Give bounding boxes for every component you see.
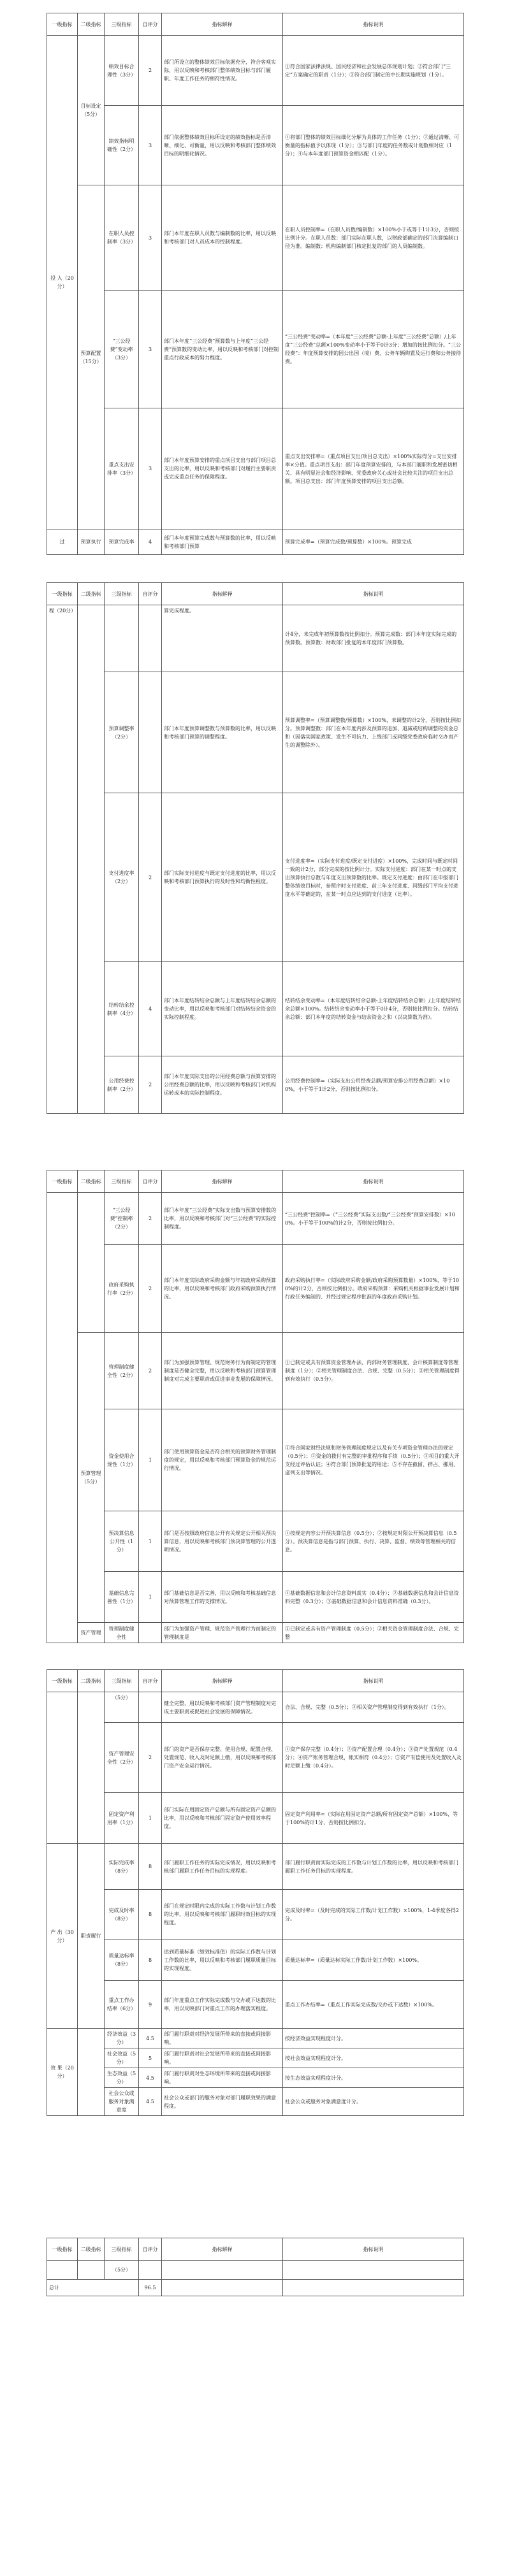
indicator-name: 质量达标率（8分） (105, 1939, 139, 1981)
table-row (47, 605, 464, 672)
indicator-description: 合法、合规、完整（0.5分）；③相关资产管理制度得到有效执行（1分）。 (283, 1692, 464, 1723)
indicator-name: 实际完成率（8分） (105, 1844, 139, 1890)
indicator-explanation: 部门实际在用固定资产总额与所有固定资产总额的比率，用以反映和考核部门固定资产使用效率程度。 (162, 1793, 283, 1844)
header-level2: 二级指标 (78, 2238, 105, 2261)
indicator-name: 重点支出安排率（3分） (105, 408, 139, 529)
indicator-name: 固定资产利用率（1分） (105, 1793, 139, 1844)
indicator-score: 1 (139, 1409, 162, 1511)
indicator-explanation: 部门基础信息是否完善，用以反映和考核基础信息对预算管理工作的支撑情况。 (162, 1572, 283, 1623)
indicator-explanation: 部门本年度结转结余总额与上年度结转结余总额的变动比率，用以反映和考核部门对结转结余资金的实际控制程度。 (162, 962, 283, 1056)
indicator-explanation: 部门使用预算资金是否符合相关的预算财务管理制度的规定，用以反映和考核部门预算资金的规范运行情况。 (162, 1409, 283, 1511)
indicator-explanation: 健全完整，用以反映和考核部门资产管理制度对完成主要职责或促进社会发展的保障情况。 (162, 1692, 283, 1723)
level1-cell: 效 果（20分） (47, 2029, 78, 2116)
indicator-explanation: 部门所设立的整体绩效目标依据充分，符合客观实际，用以反映和考核部门整体绩效目标与部门履职、年度工作任务的相符性情况。 (162, 36, 283, 106)
table-row (47, 529, 464, 555)
table-row (47, 2088, 464, 2116)
indicator-score: 4.5 (139, 2088, 162, 2116)
table-row (47, 962, 464, 1056)
header-description: 指标说明 (283, 1170, 464, 1193)
level1-cell: 投 入（20分） (47, 36, 78, 529)
indicator-score: 8 (139, 1939, 162, 1981)
indicator-score (139, 2261, 162, 2280)
indicator-description: ①符合国家法律法规、国民经济和社会发展总体规划计划；②符合部门“三定”方案确定的职责（1分）；③符合部门制定的中长期实施规划（1分）。 (283, 36, 464, 106)
indicator-name: 完成及时率（8分） (105, 1890, 139, 1939)
header-level2: 二级指标 (78, 1670, 105, 1692)
indicator-score: 9 (139, 1981, 162, 2029)
indicator-description: ①符合国家财经法规和财务管理制度规定以及有关专项资金管理办法的规定（0.5分）；②资金的拨付有完整的审批程序和手续（0.5分）；③项目的重大开支经过评估认证；④符合部门预算批复的用途；⑤不存在截留、挤占、挪用、虚列支出等情况。 (283, 1409, 464, 1511)
level2-cell: 职责履行 (78, 1844, 105, 2029)
indicator-name: （5分） (105, 2261, 139, 2280)
indicator-score: 8 (139, 1890, 162, 1939)
table-header-row (47, 2238, 464, 2261)
header-description: 指标说明 (283, 2238, 464, 2261)
indicator-score: 2 (139, 36, 162, 106)
indicator-description: ①已制定或具有资产管理制度（0.5分）；②相关资金管理制度合法、合规、完整 (283, 1623, 464, 1643)
indicator-description: 在职人员控制率=（在职人员数/编制数）×100%小于或等于1计3分，否则按比例计分。在职人员数：部门实际在职人数，以财政部确定的部门决算编制口径为准。编制数：机构编制部门核定批复的部门的人员编制数。 (283, 185, 464, 291)
header-score: 自评分 (139, 1170, 162, 1193)
table-row (47, 1511, 464, 1572)
indicator-description: ①资产保存完整（0.4分）；②资产配置合理（0.4分）；③资产处置规范（0.4分）；④资产账务管理合规，帐实相符（0.4分）；⑤资产有偿使用及处置收入及时足额上缴（0.4分）。 (283, 1723, 464, 1793)
indicator-name: 重点工作办结率（6分） (105, 1981, 139, 2029)
table-row (47, 1245, 464, 1333)
table-row (47, 793, 464, 962)
indicator-score: 4.5 (139, 2068, 162, 2088)
indicator-name: “三公经费”控制率（2分） (105, 1193, 139, 1245)
indicator-name: 政府采购执行率（2分） (105, 1245, 139, 1333)
indicator-score: 4.5 (139, 2029, 162, 2048)
level1-cell: 程（20分） (47, 605, 78, 1114)
header-level3: 三级指标 (105, 2238, 139, 2261)
header-level1: 一级指标 (47, 2238, 78, 2261)
table-header-row (47, 1170, 464, 1193)
header-score: 自评分 (139, 1670, 162, 1692)
table-row (47, 1793, 464, 1844)
indicator-explanation (162, 2261, 283, 2280)
indicator-explanation: 部门本年度在职人员数与编制数的比率，用以反映和考核部门对人员成本的控制程度。 (162, 185, 283, 291)
level2-cell: 预算配置（15分） (78, 185, 105, 529)
indicator-description: “三公经费”控制率=（“三公经费”实际支出数/“三公经费”预算安排数）×100%。小于等于100%的计2分，否则按比例扣分。 (283, 1193, 464, 1245)
header-level3: 三级指标 (105, 1170, 139, 1193)
indicator-score (139, 1692, 162, 1723)
indicator-description: ①将部门整体的绩效目标细化分解为具体的工作任务（1分）；②通过清晰、可衡量的指标值予以体现（1分）；③与部门年度的任务数或计划数相对应（1分）；④与本年度部门预算资金相匹配（1分）。 (283, 106, 464, 185)
indicator-explanation: 部门本年度预算安排的重点项目支出与部门项目总支出的比率，用以反映和考核部门对履行主要职责或完成重点任务的保障程度。 (162, 408, 283, 529)
indicator-explanation: 社会公众或部门的服务对象对部门履职效果的满意程度。 (162, 2088, 283, 2116)
table-header-row (47, 583, 464, 605)
indicator-name: 社会效益（5分） (105, 2048, 139, 2068)
indicator-name: 资金使用合规性（1分） (105, 1409, 139, 1511)
level1-cell (47, 1193, 78, 1643)
indicator-description: 固定资产利用率=（实际在用固定资产总额/所有固定资产总额）×100%，等于100%的计1分，否则按比例扣分。 (283, 1793, 464, 1844)
table-page-1 (47, 13, 463, 555)
indicator-explanation: 部门本年度实际支出的公用经费总额与预算安排的公用经费总额的比率，用以反映和考核部门对机构运转成本的实际控制程度。 (162, 1056, 283, 1114)
level2-cell (78, 2029, 105, 2116)
indicator-score: 1 (139, 1572, 162, 1623)
indicator-score: 5 (139, 2048, 162, 2068)
table-row (47, 408, 464, 529)
table-row (47, 1890, 464, 1939)
level2-cell (78, 2261, 105, 2280)
indicator-explanation: 部门实际支付进度与既定支付进度的比率，用以反映和考核部门预算执行的及时性和均衡性程度。 (162, 793, 283, 962)
indicator-name: 基础信息完善性（1分） (105, 1572, 139, 1623)
indicator-score: 1 (139, 1511, 162, 1572)
header-level3: 三级指标 (105, 1670, 139, 1692)
header-level1: 一级指标 (47, 583, 78, 605)
header-score: 自评分 (139, 13, 162, 36)
header-score: 自评分 (139, 583, 162, 605)
header-score: 自评分 (139, 2238, 162, 2261)
indicator-score (139, 672, 162, 793)
indicator-score: 3 (139, 408, 162, 529)
indicator-description: 支付进度率=（实际支付进度/既定支付进度）×100%，完成时间与既定时间一致的计2分，部分完成的按比例计分。实际支付进度：部门在某一时点的支出预算执行总数与年度支出预算数的比率。既定支付进度：由部门在申报部门整体绩效目标时，参照序时支付进度、前三年支付进度、同级部门平均支付进度水平等确定的，在某一时点应达到的支付进度（比率）。 (283, 793, 464, 962)
header-description: 指标说明 (283, 1670, 464, 1692)
indicator-score: 2 (139, 1056, 162, 1114)
indicator-description: ①已制定或具有预算资金管理办法、内部财务管理制度、会计核算制度等管理制度（1分）；②相关管理制度合法、合规、完整（0.5分）；③相关管理制度得到有效执行（0.5分）。 (283, 1333, 464, 1409)
header-level2: 二级指标 (78, 583, 105, 605)
indicator-name: 预算调整率（2分） (105, 672, 139, 793)
indicator-explanation: 部门本年度“三公经费”实际支出数与预算安排数的比率，用以反映和考核部门对“三公经费”的实际控制程度。 (162, 1193, 283, 1245)
table-row (47, 291, 464, 408)
indicator-name: 管理制度健全性（2分） (105, 1333, 139, 1409)
header-level1: 一级指标 (47, 13, 78, 36)
indicator-description: 政府采购执行率=（实际政府采购金额/政府采购预算数量）×100%，等于100%的计2分，否则按比例扣分。政府采购预算：采购机关根据事业发展计划和行政任务编制的、并经过规定程序批准的年度政府采购计划。 (283, 1245, 464, 1333)
table-row (47, 106, 464, 185)
table-row (47, 2029, 464, 2048)
indicator-name: 社会公众或服务对象满意度 (105, 2088, 139, 2116)
level2-cell: 预算执行 (78, 529, 105, 555)
header-level3: 三级指标 (105, 583, 139, 605)
indicator-name: 绩效目标合理性（3分） (105, 36, 139, 106)
indicator-description (283, 2261, 464, 2280)
indicator-explanation: 部门本年度“三公经费”预算数与上年度“三公经费”预算数的变动比率，用以反映和考核部门对控制重点行政成本的努力程度。 (162, 291, 283, 408)
indicator-name: 预决算信息公开性（1分） (105, 1511, 139, 1572)
indicator-explanation: 部门为加强资产管理、规范资产管理行为而制定的管理制度是 (162, 1623, 283, 1643)
indicator-description: 完成及时率=（及时完成的实际工作数/计划工作数）×100%，1-4季度各得2分。 (283, 1890, 464, 1939)
table-row (47, 2048, 464, 2068)
header-level3: 三级指标 (105, 13, 139, 36)
level2-cell: 资产管理 (78, 1623, 105, 1643)
indicator-name: 资产管理安全性（2分） (105, 1723, 139, 1793)
header-description: 指标说明 (283, 13, 464, 36)
indicator-score (139, 605, 162, 672)
table-row (47, 1333, 464, 1409)
table-header-row (47, 1670, 464, 1692)
total-explanation (162, 2280, 283, 2296)
indicator-explanation: 部门履行职责对经济发展所带来的直接或间接影响。 (162, 2029, 283, 2048)
indicator-explanation: 部门本年度预算完成数与预算数的比率，用以反映和考核部门预算 (162, 529, 283, 555)
total-description (283, 2280, 464, 2296)
total-row (47, 2280, 464, 2296)
table-row (47, 1692, 464, 1723)
indicator-score: 2 (139, 1193, 162, 1245)
total-score: 96.5 (139, 2280, 162, 2296)
indicator-name: 预算完成率 (105, 529, 139, 555)
table-page-5 (47, 2238, 463, 2296)
level2-cell: 预算管理（5分） (78, 1333, 105, 1623)
indicator-explanation: 部门为加强预算管理、规范财务行为而制定的管理制度是否健全完整，用以反映和考核部门预算管理制度对完成主要职责或促进事业发展的保障情况。 (162, 1333, 283, 1409)
table-row (47, 1409, 464, 1511)
table-row (47, 1056, 464, 1114)
table-row (47, 2068, 464, 2088)
indicator-name: 支付进度率（2分） (105, 793, 139, 962)
level2-cell (78, 1692, 105, 1844)
table-row (47, 1981, 464, 2029)
table-row (47, 1623, 464, 1643)
indicator-explanation: 算完成程度。 (162, 605, 283, 672)
level2-cell (78, 1193, 105, 1333)
indicator-description: 质量达标率=（质量达标实际工作数/计划工作数）×100%。 (283, 1939, 464, 1981)
table-row (47, 2261, 464, 2280)
indicator-explanation: 部门履行职责对社会发展所带来的直接或间接影响。 (162, 2048, 283, 2068)
indicator-score: 4 (139, 529, 162, 555)
indicator-name: 经济效益（3分） (105, 2029, 139, 2048)
level1-cell (47, 2261, 78, 2280)
indicator-name: 公用经费控制率（2分） (105, 1056, 139, 1114)
indicator-description: ①按规定内容公开预决算信息（0.5分）；②按规定时限公开预决算信息（0.5分）。预决算信息是指与部门预算、执行、决算、监督、绩效等管理相关的信息。 (283, 1511, 464, 1572)
indicator-score (139, 1623, 162, 1643)
indicator-score: 2 (139, 1245, 162, 1333)
header-explanation: 指标解释 (162, 583, 283, 605)
indicator-name: “三公经费”变动率（3分） (105, 291, 139, 408)
header-description: 指标说明 (283, 583, 464, 605)
level1-cell: 过 (47, 529, 78, 555)
table-row (47, 36, 464, 106)
indicator-explanation: 部门履职工作任务的实际完成情况，用以反映和考核部门履职工作任务目标的实现程度。 (162, 1844, 283, 1890)
indicator-score: 2 (139, 1333, 162, 1409)
table-row (47, 1939, 464, 1981)
indicator-explanation: 部门本年度预算调整数与预算数的比率，用以反映和考核部门预算的调整程度。 (162, 672, 283, 793)
indicator-explanation: 部门年度重点工作实际完成数与交办或下达数的比率，用以反映部门对重点工作的办理落实程度。 (162, 1981, 283, 2029)
indicator-name: 绩效指标明确性（2分） (105, 106, 139, 185)
level2-cell: 目标设定（5分） (78, 36, 105, 185)
header-explanation: 指标解释 (162, 1670, 283, 1692)
indicator-description: 公用经费控制率=（实际支出公用经费总额/预算安排公用经费总额）×100%，小于等于1计2分，否则按比例扣分。 (283, 1056, 464, 1114)
indicator-description: 部门履行职责而实际完成的工作数与计划工作数的比率，用以反映和考核部门履职工作任务目标的实现程度。 (283, 1844, 464, 1890)
table-page-2 (47, 582, 463, 1114)
indicator-description: 计4分，未完成年初预算数按比例扣分。预算完成数：部门本年度实际完成的预算数。预算数：财政部门批复的本年度部门预算数。 (283, 605, 464, 672)
indicator-description: 预算完成率=（预算完成数/预算数）×100%。预算完成 (283, 529, 464, 555)
indicator-name: 生态效益（5分） (105, 2068, 139, 2088)
level1-cell: 产 出（30分） (47, 1844, 78, 2029)
indicator-score: 3 (139, 291, 162, 408)
table-page-4 (47, 1669, 463, 2116)
indicator-score: 1 (139, 1793, 162, 1844)
table-row (47, 1193, 464, 1245)
table-row (47, 1844, 464, 1890)
indicator-name: 管理制度健全性 (105, 1623, 139, 1643)
indicator-score: 3 (139, 106, 162, 185)
indicator-explanation: 达到质量标准（绩效标准值）的实际工作数与计划工作数的比率，用以反映和考核部门履职质量目标的实现程度。 (162, 1939, 283, 1981)
indicator-explanation: 部门依据整体绩效目标所设定的绩效指标是否清晰、细化、可衡量，用以反映和考核部门整体绩效目标的明细化情况。 (162, 106, 283, 185)
indicator-explanation: 部门的资产是否保存完整、使用合规、配置合理、处置规范、收入及时足额上缴，用以反映和考核部门资产安全运行情况。 (162, 1723, 283, 1793)
indicator-description: ①基础数据信息和会计信息资料真实（0.4分）；②基础数据信息和会计信息资料完整（0.3分）；③基础数据信息和会计信息资料准确（0.3分）。 (283, 1572, 464, 1623)
header-explanation: 指标解释 (162, 1170, 283, 1193)
header-explanation: 指标解释 (162, 2238, 283, 2261)
header-level2: 二级指标 (78, 1170, 105, 1193)
indicator-explanation: 部门本年度实际政府采购金额与年初政府采购预算的比率，用以反映和考核部门政府采购预算执行情况。 (162, 1245, 283, 1333)
indicator-description: 重点工作办结率=（重点工作实际完成数/交办或下达数）×100%。 (283, 1981, 464, 2029)
indicator-description: 按生态效益实现程度计分。 (283, 2068, 464, 2088)
header-level1: 一级指标 (47, 1670, 78, 1692)
indicator-score: 2 (139, 1723, 162, 1793)
table-row (47, 185, 464, 291)
table-header-row (47, 13, 464, 36)
indicator-explanation: 部门履行职责对生态环境所带来的直接或间接影响。 (162, 2068, 283, 2088)
header-explanation: 指标解释 (162, 13, 283, 36)
indicator-name: 在职人员控制率（3分） (105, 185, 139, 291)
indicator-description: 社会公众或服务对象满意度计分。 (283, 2088, 464, 2116)
level2-cell (78, 605, 105, 1114)
indicator-score: 3 (139, 185, 162, 291)
indicator-description: 预算调整率=（预算调整数/预算数）×100%，未调整的计2分，否则按比例扣分。预算调整数：部门在本年度内涉及预算的追加、追减或结构调整的资金总和（因落实国家政策、发生不可抗力、上级部门或同级党委政府临时交办而产生的调整除外）。 (283, 672, 464, 793)
indicator-explanation: 部门在规定时限内完成的实际工作数与计划工作数的比率，用以反映和考核部门履职时效目标的实现程度。 (162, 1890, 283, 1939)
indicator-name (105, 605, 139, 672)
total-label: 总计 (47, 2280, 139, 2296)
table-row (47, 672, 464, 793)
table-row (47, 1723, 464, 1793)
table-page-3 (47, 1170, 463, 1643)
indicator-score: 2 (139, 793, 162, 962)
indicator-description: “三公经费”变动率=（本年度“三公经费”总额-上年度“三公经费”总额）/上年度“三公经费”总额×100%变动率小于等于0计3分；增加的按比例扣分。“三公经费”：年度预算安排的因公出国（境）费、公务车辆购置及运行费和公务接待费。 (283, 291, 464, 408)
indicator-description: 按经济效益实现程度计分。 (283, 2029, 464, 2048)
indicator-explanation: 部门是否按照政府信息公开有关规定公开相关预决算信息，用以反映和考核部门预决算管理的公开透明情况。 (162, 1511, 283, 1572)
indicator-description: 结转结余变动率=（本年度结转结余总额-上年度结转结余总额）/上年度结转结余总额×100%。结转结余变动率小于等于0计4分，否则按比例扣分。结转结余总额：部门本年度的结转资金与结余资金之和（以决算数为准）。 (283, 962, 464, 1056)
table-row (47, 1572, 464, 1623)
indicator-score: 4 (139, 962, 162, 1056)
level1-cell (47, 1692, 78, 1844)
indicator-name: 结转结余控制率（4分） (105, 962, 139, 1056)
header-level1: 一级指标 (47, 1170, 78, 1193)
indicator-description: 重点支出安排率=（重点项目支出/项目总支出）×100%实际得分=支出安排率×分值。重点项目支出：部门年度预算安排的，与本部门履职和发展密切相关、具有明显社会和经济影响、党委政府关心或社会比较关注的项目支出总额。项目总支出：部门年度预算安排的项目支出总额。 (283, 408, 464, 529)
indicator-description: 按社会效益实现程度计分。 (283, 2048, 464, 2068)
indicator-name: （5分） (105, 1692, 139, 1723)
header-level2: 二级指标 (78, 13, 105, 36)
indicator-score: 8 (139, 1844, 162, 1890)
